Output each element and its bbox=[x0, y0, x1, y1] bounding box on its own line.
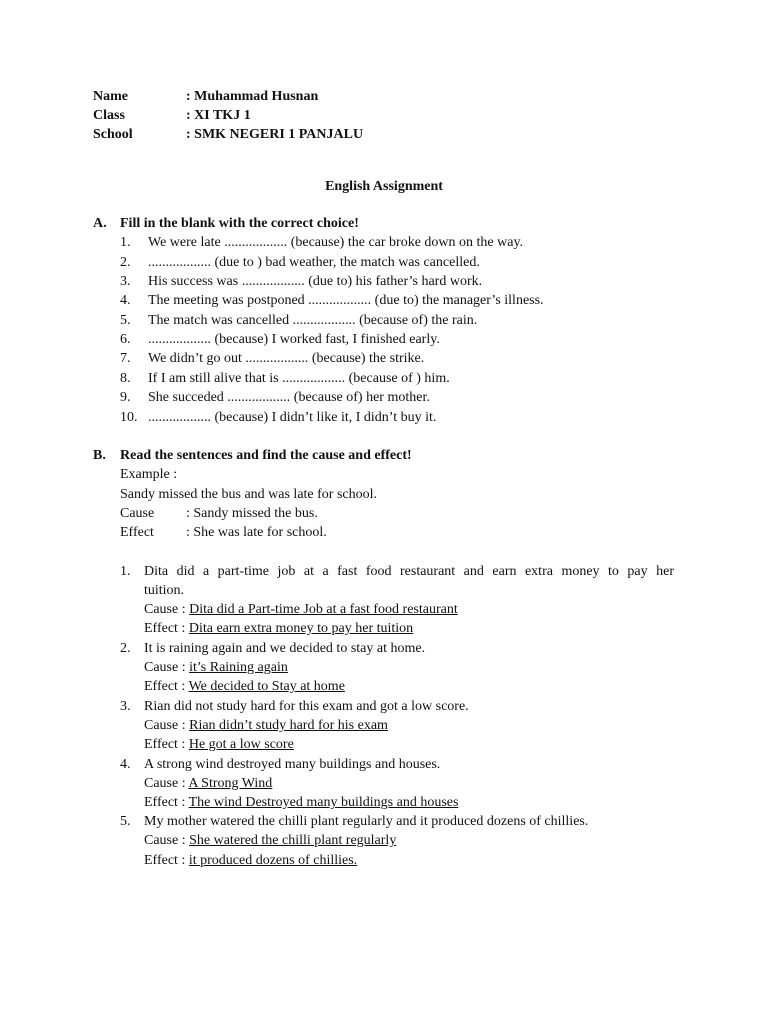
class-label: Class bbox=[93, 108, 125, 123]
item-number: 4. bbox=[120, 293, 131, 308]
example-sentence: Sandy missed the bus and was late for school. bbox=[120, 487, 378, 502]
section-b-heading: Read the sentences and find the cause and effect! bbox=[120, 448, 412, 463]
school-label: School bbox=[93, 127, 133, 142]
effect-row bbox=[144, 619, 413, 638]
item-text: .................. (due to ) bad weather, the match was cancelled. bbox=[148, 255, 480, 270]
effect-answer: it produced dozens of chillies. bbox=[188, 853, 358, 868]
section-a-letter: A. bbox=[93, 216, 107, 231]
item-number: 3. bbox=[120, 699, 131, 714]
item-number: 5. bbox=[120, 814, 131, 829]
item-text: His success was .................. (due to) his father’s hard work. bbox=[148, 274, 483, 289]
cause-label: Cause : bbox=[144, 776, 189, 791]
cause-row bbox=[144, 774, 272, 793]
effect-row bbox=[144, 677, 345, 696]
class-value: : XI TKJ 1 bbox=[186, 108, 251, 123]
item-number: 4. bbox=[120, 757, 131, 772]
item-text: .................. (because) I worked fast, I finished early. bbox=[148, 332, 440, 347]
effect-label: Effect : bbox=[144, 621, 189, 636]
effect-answer: Dita earn extra money to pay her tuition bbox=[188, 621, 414, 636]
example-cause-value: : Sandy missed the bus. bbox=[186, 506, 318, 521]
item-sentence: It is raining again and we decided to stay at home. bbox=[144, 641, 426, 656]
section-a-heading: Fill in the blank with the correct choice! bbox=[120, 216, 359, 231]
item-number: 3. bbox=[120, 274, 131, 289]
example-effect-value: : She was late for school. bbox=[186, 525, 327, 540]
item-number: 2. bbox=[120, 641, 131, 656]
item-number: 2. bbox=[120, 255, 131, 270]
cause-row bbox=[144, 716, 388, 735]
school-value: : SMK NEGERI 1 PANJALU bbox=[186, 127, 364, 142]
item-text: If I am still alive that is .................. (because of ) him. bbox=[148, 371, 450, 386]
effect-label: Effect : bbox=[144, 853, 189, 868]
effect-row bbox=[144, 851, 357, 870]
effect-row bbox=[144, 793, 458, 812]
item-number: 1. bbox=[120, 235, 131, 250]
example-cause-label: Cause bbox=[120, 506, 155, 521]
item-number: 9. bbox=[120, 390, 131, 405]
item-text: The match was cancelled .................. (because of) the rain. bbox=[148, 313, 478, 328]
page-title: English Assignment bbox=[325, 179, 443, 194]
cause-answer: Dita did a Part-time Job at a fast food restaurant bbox=[189, 602, 458, 617]
cause-row bbox=[144, 658, 288, 677]
effect-label: Effect : bbox=[144, 679, 189, 694]
cause-answer: it’s Raining again bbox=[189, 660, 288, 675]
item-number: 10. bbox=[120, 410, 138, 425]
cause-row bbox=[144, 831, 396, 850]
cause-label: Cause : bbox=[144, 718, 190, 733]
cause-label: Cause : bbox=[144, 660, 190, 675]
item-text: The meeting was postponed .................. (due to) the manager’s illness. bbox=[148, 293, 544, 308]
effect-row bbox=[144, 735, 294, 754]
effect-answer: He got a low score bbox=[188, 737, 294, 752]
effect-label: Effect : bbox=[144, 737, 189, 752]
item-number: 7. bbox=[120, 351, 131, 366]
item-number: 6. bbox=[120, 332, 131, 347]
item-text: She succeded .................. (because of) her mother. bbox=[148, 390, 430, 405]
item-sentence: My mother watered the chilli plant regularly and it produced dozens of chillies. bbox=[144, 814, 589, 829]
cause-answer: A Strong Wind bbox=[188, 776, 273, 791]
effect-answer: We decided to Stay at home bbox=[188, 679, 345, 694]
cause-row bbox=[144, 600, 458, 619]
cause-answer: She watered the chilli plant regularly bbox=[189, 833, 397, 848]
section-b-letter: B. bbox=[93, 448, 106, 463]
example-effect-label: Effect bbox=[120, 525, 154, 540]
item-text: .................. (because) I didn’t like it, I didn’t buy it. bbox=[148, 410, 437, 425]
item-sentence: Rian did not study hard for this exam and got a low score. bbox=[144, 699, 469, 714]
name-label: Name bbox=[93, 89, 128, 104]
cause-label: Cause : bbox=[144, 833, 190, 848]
item-sentence: Dita did a part-time job at a fast food restaurant and earn extra money to pay her bbox=[144, 564, 674, 579]
name-value: : Muhammad Husnan bbox=[186, 89, 319, 104]
item-number: 1. bbox=[120, 564, 131, 579]
effect-label: Effect : bbox=[144, 795, 189, 810]
item-sentence-continued: tuition. bbox=[144, 583, 185, 598]
item-sentence: A strong wind destroyed many buildings and houses. bbox=[144, 757, 441, 772]
cause-answer: Rian didn’t study hard for his exam bbox=[189, 718, 388, 733]
effect-answer: The wind Destroyed many buildings and houses bbox=[188, 795, 459, 810]
item-number: 8. bbox=[120, 371, 131, 386]
item-text: We were late .................. (because) the car broke down on the way. bbox=[148, 235, 524, 250]
item-number: 5. bbox=[120, 313, 131, 328]
example-label: Example : bbox=[120, 467, 178, 482]
item-text: We didn’t go out .................. (because) the strike. bbox=[148, 351, 425, 366]
cause-label: Cause : bbox=[144, 602, 190, 617]
